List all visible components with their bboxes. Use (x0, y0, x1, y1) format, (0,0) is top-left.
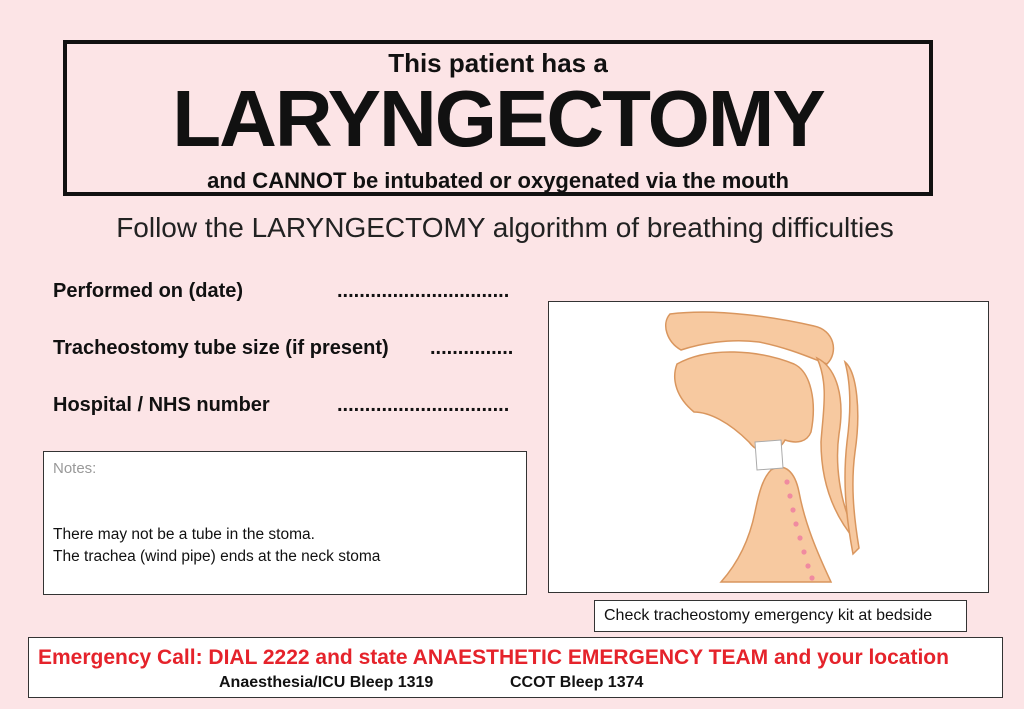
emergency-kit-note: Check tracheostomy emergency kit at bedside (594, 600, 967, 632)
title-laryngectomy: LARYNGECTOMY (172, 74, 824, 163)
tube-size-field[interactable]: ............... (430, 337, 514, 359)
emergency-contact-box (28, 637, 1003, 698)
notes-box[interactable] (43, 451, 527, 595)
performed-on-field[interactable]: ............................... (337, 280, 510, 302)
title-warning: and CANNOT be intubated or oxygenated via the mouth (207, 168, 789, 193)
title-box (63, 40, 933, 196)
title-intro: This patient has a (388, 48, 608, 78)
notes-label: Notes: (53, 460, 97, 477)
performed-on-label: Performed on (date) (53, 280, 244, 302)
ccot-bleep: CCOT Bleep 1374 (510, 674, 644, 691)
notes-text-line1: There may not be a tube in the stoma. (53, 526, 315, 543)
notes-text-line2: The trachea (wind pipe) ends at the neck stoma (53, 548, 381, 565)
algorithm-instruction: Follow the LARYNGECTOMY algorithm of breathing difficulties (116, 212, 894, 243)
laryngectomy-anatomy-illustration (549, 302, 987, 591)
hospital-number-label: Hospital / NHS number (53, 394, 270, 416)
anaesthesia-bleep: Anaesthesia/ICU Bleep 1319 (219, 674, 434, 691)
anatomy-diagram (548, 301, 989, 593)
emergency-call-text: Emergency Call: DIAL 2222 and state ANAESTHETIC EMERGENCY TEAM and your location (38, 646, 949, 669)
hospital-number-field[interactable]: ............................... (337, 394, 510, 416)
tube-size-label: Tracheostomy tube size (if present) (53, 337, 389, 359)
